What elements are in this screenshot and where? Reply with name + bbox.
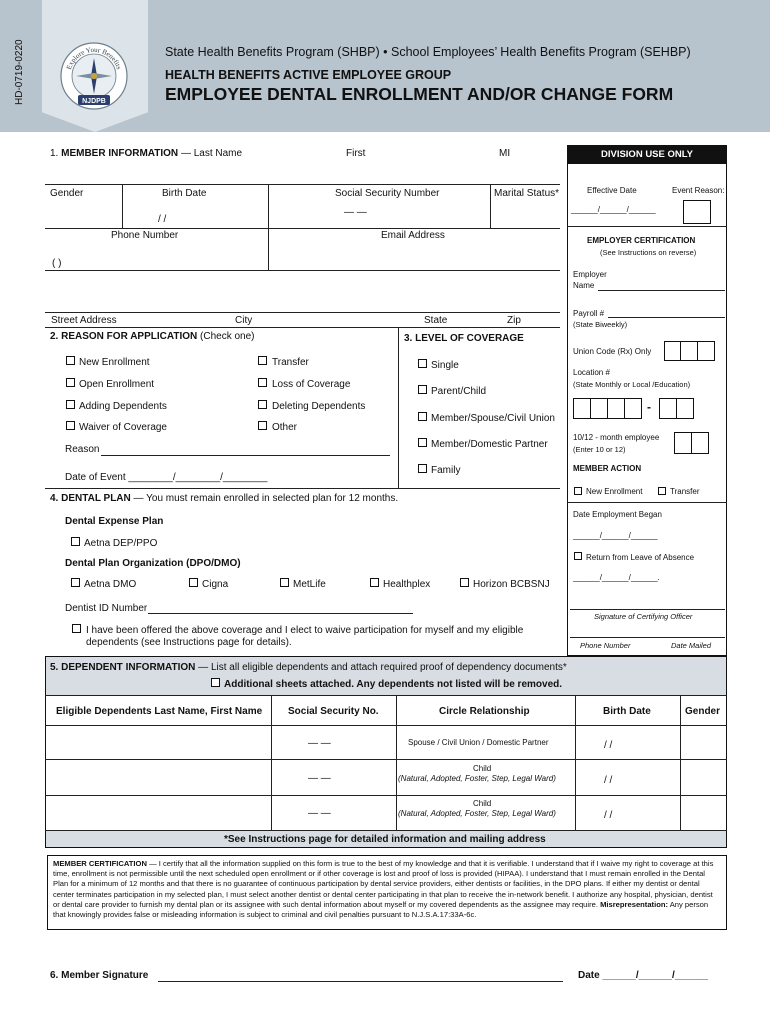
cigna-checkbox[interactable] <box>189 578 198 587</box>
dependent-footer: *See Instructions page for detailed information and mailing address <box>224 834 546 845</box>
table-row-3-ssn: — — <box>308 808 331 819</box>
birth-date-slashes: / / <box>158 214 167 225</box>
phone-number-label: Phone Number <box>580 641 631 650</box>
transfer-label: Transfer <box>272 357 309 368</box>
expense-plan-title: Dental Expense Plan <box>65 516 164 527</box>
div-new-enrollment-checkbox[interactable] <box>574 487 582 495</box>
member-domestic-label: Member/Domestic Partner <box>431 439 548 450</box>
date-mailed-label: Date Mailed <box>671 641 712 650</box>
cert-body: — I certify that all the information supplied on this form is true to the best of my knowledge and that it is verifiable. I understand that if I waive my right to coverage at this time, enrollment is not permissible until the next scheduled open enrollment or if other coverage is lost and proof of loss is provided (HIPAA). I understand that I must remain enrolled in the Dental Plan for a minimum of 12 months and that there is no guarantee of continuous participation by dental service providers, either dentists or facilities, in the DPO plans. If either my dentist or dental center terminates participation in my selected plan, I must select another dentist or dental center participating in that plan to receive the in-network benefit. I authorize any hospital, physician, dentist or dental care provider to furnish my dental plan or its assignee with such dental information about myself or my covered dependents as the assignee may require. <box>53 859 714 909</box>
member-action-title: MEMBER ACTION <box>573 464 642 473</box>
misrep-body: Any person that knowingly provides false or misleading information is subject to criminal and civil penalties pursuant to N.J.S.A.17:33A-6c. <box>53 899 709 920</box>
state-label: State <box>424 315 448 326</box>
metlife-checkbox[interactable] <box>280 578 289 587</box>
return-leave-label: Return from Leave of Absence <box>586 553 695 562</box>
reason-label: Reason <box>65 444 100 455</box>
waive-line-1: I have been offered the above coverage and I elect to waive participation for myself and my eligible <box>86 625 524 636</box>
healthplex-checkbox[interactable] <box>370 578 379 587</box>
deleting-dependents-checkbox[interactable] <box>258 400 267 409</box>
parent-child-checkbox[interactable] <box>418 385 427 394</box>
adding-dependents-label: Adding Dependents <box>79 401 167 412</box>
phone-label: Phone Number <box>111 230 179 241</box>
event-reason-label: Event Reason: <box>672 186 725 195</box>
parent-child-label: Parent/Child <box>431 386 487 397</box>
union-code-box-2[interactable] <box>680 341 698 361</box>
cert-title: MEMBER CERTIFICATION <box>53 859 147 868</box>
table-row-1-birth: / / <box>604 740 613 751</box>
single-label: Single <box>431 360 459 371</box>
table-row-1-ssn: — — <box>308 738 331 749</box>
table-row-3-relationship: Child <box>473 799 492 808</box>
div-new-enrollment-label: New Enrollment <box>586 487 643 496</box>
reason-title: 2. REASON FOR APPLICATION (Check one) <box>50 331 255 342</box>
additional-sheets-label: Additional sheets attached. Any dependents not listed will be removed. <box>224 679 563 690</box>
month-employee-label: 10/12 - month employee <box>573 433 660 442</box>
ssn-label: Social Security Number <box>335 188 440 199</box>
location-box-1[interactable] <box>573 398 591 419</box>
horizon-label: Horizon BCBSNJ <box>473 579 550 590</box>
waive-checkbox[interactable] <box>72 624 81 633</box>
table-row-1-relationship: Spouse / Civil Union / Domestic Partner <box>408 738 549 747</box>
waiver-of-coverage-label: Waiver of Coverage <box>79 422 167 433</box>
see-instructions: (See Instructions on reverse) <box>600 248 697 257</box>
div-transfer-checkbox[interactable] <box>658 487 666 495</box>
table-row-2-relationship-detail: (Natural, Adopted, Foster, Step, Legal Ward) <box>398 774 556 783</box>
aetna-dep-checkbox[interactable] <box>71 537 80 546</box>
birth-date-label: Birth Date <box>162 188 207 199</box>
location-note: (State Monthly or Local /Education) <box>573 380 691 389</box>
marital-status-label: Marital Status* <box>494 188 560 199</box>
table-row-2-relationship: Child <box>473 764 492 773</box>
other-checkbox[interactable] <box>258 421 267 430</box>
coverage-title: 3. LEVEL OF COVERAGE <box>404 333 524 344</box>
phone-parens: ( ) <box>52 258 62 269</box>
metlife-label: MetLife <box>293 579 326 590</box>
additional-sheets-checkbox[interactable] <box>211 678 220 687</box>
horizon-checkbox[interactable] <box>460 578 469 587</box>
effective-date-blank: ______/______/______ <box>571 205 656 214</box>
form-title: EMPLOYEE DENTAL ENROLLMENT AND/OR CHANGE FORM <box>165 84 674 104</box>
aetna-dmo-label: Aetna DMO <box>84 579 137 590</box>
member-spouse-checkbox[interactable] <box>418 412 427 421</box>
cigna-label: Cigna <box>202 579 229 590</box>
location-label: Location # <box>573 368 610 377</box>
dpo-title: Dental Plan Organization (DPO/DMO) <box>65 558 241 569</box>
month-box-2[interactable] <box>691 432 709 454</box>
col-gender: Gender <box>685 706 721 717</box>
loss-of-coverage-checkbox[interactable] <box>258 378 267 387</box>
waive-line-2: dependents (see Instructions page for details). <box>86 637 292 648</box>
family-checkbox[interactable] <box>418 464 427 473</box>
transfer-checkbox[interactable] <box>258 356 267 365</box>
col-ssn: Social Security No. <box>288 706 379 717</box>
location-box-6[interactable] <box>676 398 694 419</box>
col-birth-date: Birth Date <box>603 706 651 717</box>
member-certification <box>47 855 727 930</box>
dependent-title: 5. DEPENDENT INFORMATION — List all eligible dependents and attach required proof of dependency documents* <box>50 662 567 673</box>
single-checkbox[interactable] <box>418 359 427 368</box>
reason-line[interactable] <box>101 455 390 456</box>
gender-label: Gender <box>50 188 84 199</box>
open-enrollment-checkbox[interactable] <box>66 378 75 387</box>
date-employment-label: Date Employment Began <box>573 510 662 519</box>
signature-label: Signature of Certifying Officer <box>594 612 693 621</box>
email-label: Email Address <box>381 230 445 241</box>
open-enrollment-label: Open Enrollment <box>79 379 155 390</box>
logo-banner: NJDPB <box>82 98 106 105</box>
return-leave-checkbox[interactable] <box>574 552 582 560</box>
event-reason-box[interactable] <box>683 200 711 224</box>
division-title: DIVISION USE ONLY <box>567 145 727 164</box>
month-note: (Enter 10 or 12) <box>573 445 626 454</box>
family-label: Family <box>431 465 461 476</box>
aetna-dmo-checkbox[interactable] <box>71 578 80 587</box>
return-leave-blank: ______/______/______. <box>573 573 660 582</box>
location-box-3[interactable] <box>607 398 625 419</box>
payroll-line[interactable] <box>608 317 725 318</box>
loss-of-coverage-label: Loss of Coverage <box>272 379 351 390</box>
member-info-title: 1. MEMBER INFORMATION — Last Name <box>50 148 243 159</box>
location-dash: - <box>647 400 651 414</box>
location-box-5[interactable] <box>659 398 677 419</box>
new-enrollment-checkbox[interactable] <box>66 356 75 365</box>
col-name: Eligible Dependents Last Name, First Name <box>56 706 263 717</box>
table-row-2-ssn: — — <box>308 773 331 784</box>
table-row-3-birth: / / <box>604 810 613 821</box>
month-box-1[interactable] <box>674 432 692 454</box>
employer-name-label: Name <box>573 281 595 290</box>
waiver-of-coverage-checkbox[interactable] <box>66 421 75 430</box>
div-transfer-label: Transfer <box>670 487 700 496</box>
ssn-dashes: — — <box>344 207 367 218</box>
location-box-2[interactable] <box>590 398 608 419</box>
member-domestic-checkbox[interactable] <box>418 438 427 447</box>
union-code-box-1[interactable] <box>664 341 681 361</box>
first-name-label: First <box>346 148 366 159</box>
street-label: Street Address <box>51 315 117 326</box>
union-code-label: Union Code (Rx) Only <box>573 347 652 356</box>
effective-date-label: Effective Date <box>587 186 637 195</box>
payroll-label: Payroll # <box>573 309 605 318</box>
member-signature-line[interactable] <box>158 981 563 982</box>
new-enrollment-label: New Enrollment <box>79 357 150 368</box>
employer-label: Employer <box>573 270 607 279</box>
program-line: State Health Benefits Program (SHBP) • School Employees’ Health Benefits Program (SEHBP) <box>165 45 691 59</box>
table-row-3-relationship-detail: (Natural, Adopted, Foster, Step, Legal Ward) <box>398 809 556 818</box>
logo-ring-text: Explore Your Benefits <box>64 45 123 71</box>
adding-dependents-checkbox[interactable] <box>66 400 75 409</box>
city-label: City <box>235 315 253 326</box>
date-of-event: Date of Event ________/________/________ <box>65 472 268 483</box>
union-code-box-3[interactable] <box>697 341 715 361</box>
employer-cert-title: EMPLOYER CERTIFICATION <box>587 236 696 245</box>
member-spouse-label: Member/Spouse/Civil Union <box>431 413 555 424</box>
other-label: Other <box>272 422 298 433</box>
employer-name-line[interactable] <box>598 290 725 291</box>
mi-label: MI <box>499 148 511 159</box>
dentist-id-line[interactable] <box>148 613 413 614</box>
healthplex-label: Healthplex <box>383 579 431 590</box>
date-employment-blank: ______/______/______ <box>573 531 658 540</box>
signature-line[interactable] <box>570 609 725 610</box>
table-row-2-birth: / / <box>604 775 613 786</box>
biweekly-note: (State Biweekly) <box>573 320 628 329</box>
group-line: HEALTH BENEFITS ACTIVE EMPLOYEE GROUP <box>165 68 452 82</box>
location-box-4[interactable] <box>624 398 642 419</box>
member-signature-label: 6. Member Signature <box>50 970 149 981</box>
misrep-title: Misrepresentation: <box>600 899 668 909</box>
col-relationship: Circle Relationship <box>439 706 530 717</box>
aetna-dep-label: Aetna DEP/PPO <box>84 538 158 549</box>
form-code: HD-0719-0220 <box>14 39 25 105</box>
njdpb-logo <box>58 40 130 112</box>
dentist-id-label: Dentist ID Number <box>65 603 148 614</box>
deleting-dependents-label: Deleting Dependents <box>272 401 366 412</box>
zip-label: Zip <box>507 315 521 326</box>
member-signature-date: Date ______/______/______ <box>578 970 709 981</box>
dental-plan-title: 4. DENTAL PLAN — You must remain enrolled in selected plan for 12 months. <box>50 493 399 504</box>
